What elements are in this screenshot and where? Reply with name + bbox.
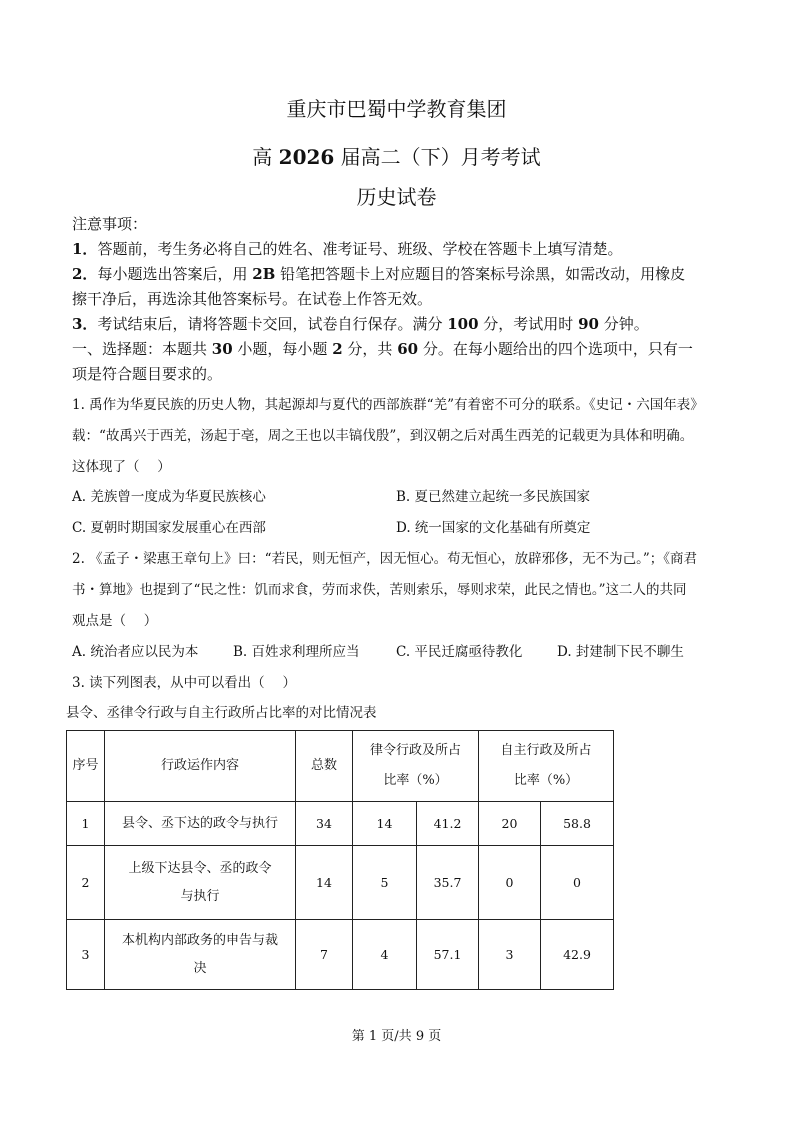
comparison-table — [66, 730, 614, 990]
exam-title-prefix: 高 — [252, 145, 279, 169]
row-seq: 2 — [67, 846, 105, 920]
q1-option-d[interactable]: D. 统一国家的文化基础有所奠定 — [396, 520, 591, 536]
page-number: 第 1 页/共 9 页 — [351, 1029, 442, 1044]
notice-item-3-number: 3． — [72, 315, 98, 333]
row-law-percent: 35.7 — [417, 846, 479, 920]
notice-item-3-text-c: 分，考试用时 — [478, 315, 579, 333]
notice-item-2-text-a: 每小题选出答案后，用 — [97, 265, 253, 283]
q3-stem: 3. 读下列图表，从中可以看出（ ） — [72, 675, 296, 691]
notice-item-2-text-c: 铅笔把答题卡上对应题目的答案标号涂黑，如需改动，用橡皮 — [275, 265, 686, 283]
exam-title-suffix: 届高二（下）月考考试 — [334, 145, 541, 169]
table-title: 县令、丞律令行政与自主行政所占比率的对比情况表 — [66, 705, 377, 721]
row-self-percent: 42.9 — [541, 920, 614, 990]
header-self: 自主行政及所占比率（%） — [479, 731, 614, 802]
notice-item-2 — [72, 265, 685, 283]
q1-stem-line-1: 1. 禹作为华夏民族的历史人物，其起源却与夏代的西部族群“羌”有着密不可分的联系。《史记・六国年表》 — [72, 397, 704, 413]
row-seq: 3 — [67, 920, 105, 990]
q2-option-d[interactable]: D. 封建制下民不聊生 — [557, 644, 684, 660]
row-self-count: 3 — [479, 920, 541, 990]
notice-item-2-cont: 擦干净后，再选涂其他答案标号。在试卷上作答无效。 — [72, 290, 433, 308]
row-self-percent: 0 — [541, 846, 614, 920]
q1-stem-line-2: 载：“故禹兴于西羌，汤起于亳，周之王也以丰镐伐殷”，到汉朝之后对禹生西羌的记载更为具体和明确。 — [72, 428, 694, 444]
row-content: 县令、丞下达的政令与执行 — [105, 802, 296, 846]
points-each: 2 — [332, 340, 343, 358]
points-total: 60 — [397, 340, 419, 358]
q2-stem-line-2: 书・算地》也提到了“民之性：饥而求食，劳而求佚，苦则索乐，辱则求荣，此民之情也。”这二人的共同 — [72, 582, 687, 598]
section-1-text-a: 一、选择题：本题共 — [72, 340, 212, 358]
section-1-text-c: 小题，每小题 — [232, 340, 333, 358]
table-row — [67, 802, 614, 846]
header-total: 总数 — [296, 731, 353, 802]
notice-item-2-number: 2． — [72, 265, 98, 283]
notice-item-1 — [72, 240, 622, 258]
notice-item-1-number: 1． — [72, 240, 98, 258]
school-title: 重庆市巴蜀中学教育集团 — [286, 97, 507, 121]
q1-option-a[interactable]: A. 羌族曾一度成为华夏民族核心 — [72, 489, 266, 505]
row-content: 本机构内部政务的申告与裁决 — [105, 920, 296, 990]
row-total: 7 — [296, 920, 353, 990]
question-count: 30 — [211, 340, 233, 358]
q1-option-c[interactable]: C. 夏朝时期国家发展重心在西部 — [72, 520, 266, 536]
notice-item-2-pencil: 2B — [252, 265, 276, 283]
row-total: 34 — [296, 802, 353, 846]
row-total: 14 — [296, 846, 353, 920]
exam-year: 2026 — [278, 145, 335, 169]
row-law-count: 14 — [353, 802, 417, 846]
q2-option-a[interactable]: A. 统治者应以民为本 — [72, 644, 199, 660]
table-row — [67, 920, 614, 990]
row-law-percent: 41.2 — [417, 802, 479, 846]
full-score: 100 — [447, 315, 479, 333]
table-row — [67, 846, 614, 920]
row-seq: 1 — [67, 802, 105, 846]
exam-duration: 90 — [578, 315, 599, 333]
notice-item-3-text-a: 考试结束后，请将答题卡交回，试卷自行保存。满分 — [97, 315, 448, 333]
q2-option-b[interactable]: B. 百姓求利理所应当 — [233, 644, 360, 660]
notice-item-3 — [72, 315, 649, 333]
q2-stem-line-3: 观点是（ ） — [72, 613, 158, 629]
row-content: 上级下达县令、丞的政令与执行 — [105, 846, 296, 920]
subject-title: 历史试卷 — [356, 185, 437, 209]
section-1-header — [72, 340, 693, 358]
exam-title — [0, 141, 793, 170]
header-seq: 序号 — [67, 731, 105, 802]
section-1-text-e: 分，共 — [342, 340, 398, 358]
section-1-header-cont: 项是符合题目要求的。 — [72, 365, 223, 383]
row-law-percent: 57.1 — [417, 920, 479, 990]
header-content: 行政运作内容 — [105, 731, 296, 802]
row-self-count: 20 — [479, 802, 541, 846]
section-1-text-g: 分。在每小题给出的四个选项中，只有一 — [418, 340, 693, 358]
q2-stem-line-1: 2. 《孟子・梁惠王章句上》曰：“若民，则无恒产，因无恒心。苟无恒心，放辟邪侈，无不为己。”；《商君 — [72, 551, 697, 567]
table-header-row — [67, 731, 614, 802]
header-law: 律令行政及所占比率（%） — [353, 731, 479, 802]
row-self-count: 0 — [479, 846, 541, 920]
row-self-percent: 58.8 — [541, 802, 614, 846]
q1-stem-line-3: 这体现了（ ） — [72, 459, 171, 475]
row-law-count: 4 — [353, 920, 417, 990]
q1-option-b[interactable]: B. 夏已然建立起统一多民族国家 — [396, 489, 591, 505]
notice-item-3-text-e: 分钟。 — [598, 315, 649, 333]
notice-heading: 注意事项： — [72, 215, 148, 233]
notice-item-1-text: 答题前，考生务必将自己的姓名、准考证号、班级、学校在答题卡上填写清楚。 — [97, 240, 623, 258]
row-law-count: 5 — [353, 846, 417, 920]
q2-option-c[interactable]: C. 平民迁腐亟待教化 — [396, 644, 523, 660]
